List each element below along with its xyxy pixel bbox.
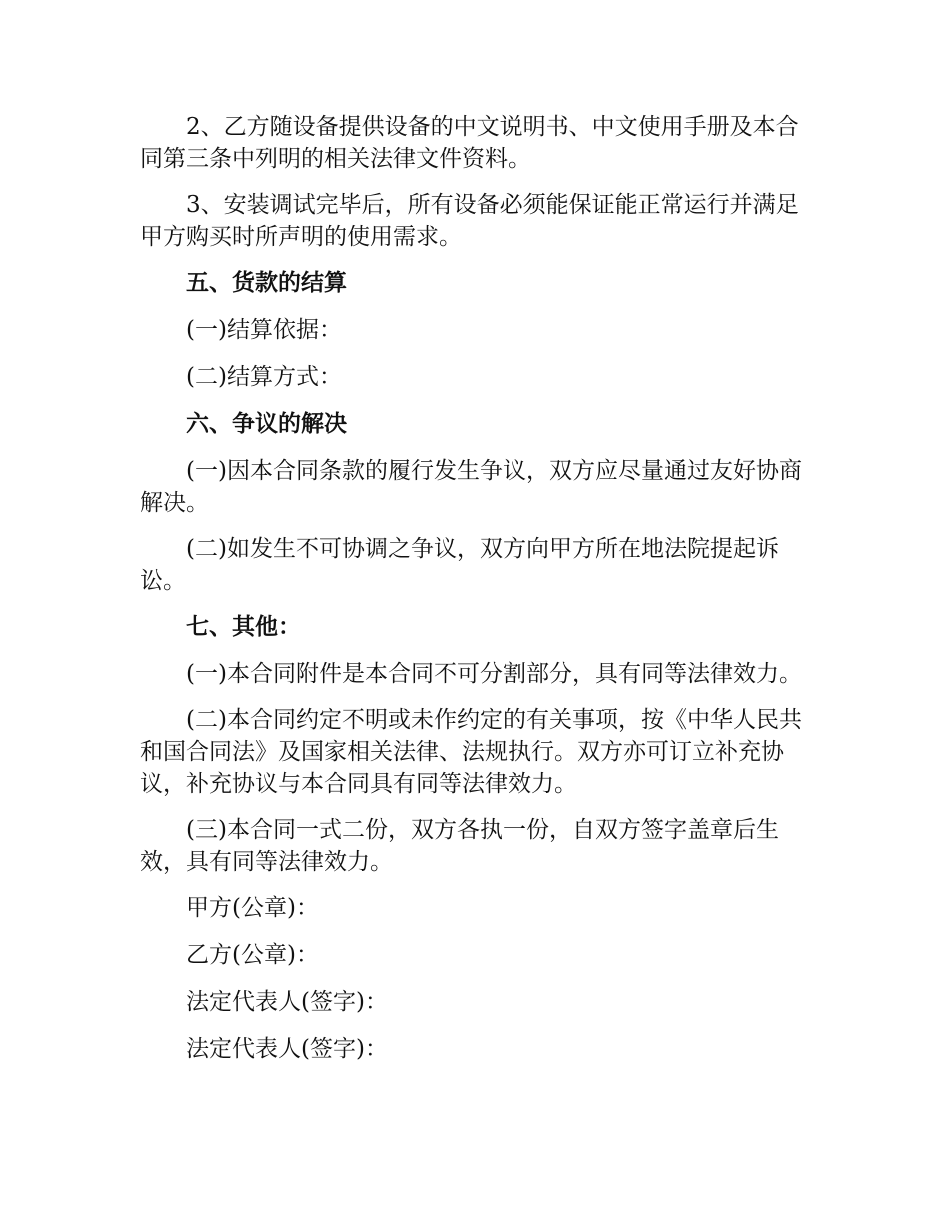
clause-7-3: (三)本合同一式二份，双方各执一份，自双方签字盖章后生效，具有同等法律效力。	[140, 817, 779, 875]
signature-party-a-seal: 甲方(公章)：	[186, 895, 319, 921]
section-heading-7: 七、其他：	[186, 614, 301, 640]
clause-5-1: (一)结算依据：	[186, 317, 342, 343]
clause-4-3: 3、安装调试完毕后，所有设备必须能保证能正常运行并满足甲方购买时所声明的使用需求。	[140, 192, 799, 250]
section-heading-5: 五、货款的结算	[186, 270, 347, 296]
document-body	[140, 111, 805, 1080]
clause-4-2: 2、乙方随设备提供设备的中文说明书、中文使用手册及本合同第三条中列明的相关法律文件资料。	[140, 114, 799, 172]
section-heading-6: 六、争议的解决	[186, 411, 347, 437]
clause-6-2: (二)如发生不可协调之争议，双方向甲方所在地法院提起诉讼。	[140, 536, 779, 594]
clause-5-2: (二)结算方式：	[186, 364, 342, 390]
signature-party-b-seal: 乙方(公章)：	[186, 942, 319, 968]
clause-6-1: (一)因本合同条款的履行发生争议，双方应尽量通过友好协商解决。	[140, 458, 802, 516]
signature-rep-a: 法定代表人(签字)：	[186, 989, 388, 1015]
clause-7-1: (一)本合同附件是本合同不可分割部分，具有同等法律效力。	[186, 661, 802, 687]
signature-rep-b: 法定代表人(签字)：	[186, 1036, 388, 1062]
clause-7-2: (二)本合同约定不明或未作约定的有关事项，按《中华人民共和国合同法》及国家相关法律、法规执行。双方亦可订立补充协议，补充协议与本合同具有同等法律效力。	[140, 707, 802, 797]
